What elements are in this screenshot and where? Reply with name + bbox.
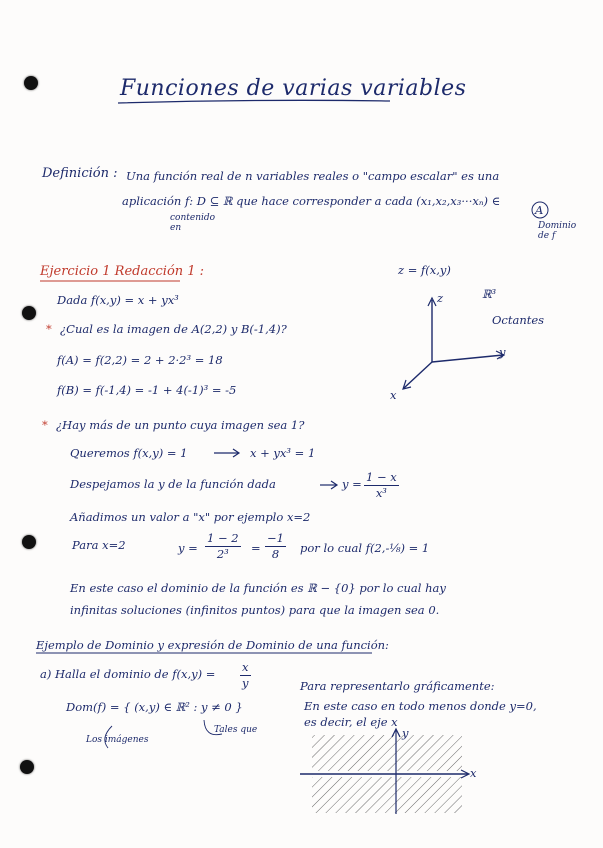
despeje-fraction (364, 470, 399, 501)
example-a-denominator: y (242, 675, 249, 690)
axes-zeq: z = f(x,y) (398, 263, 451, 277)
conclusion-line-1: En este caso el dominio de la función es ℝ − {0} por lo cual hay (70, 581, 446, 595)
graph-note-3: es decir, el eje x (304, 715, 398, 729)
calc-denominator: 2³ (216, 546, 229, 561)
calc-fraction-2 (265, 531, 286, 562)
calc-equals: = (251, 541, 261, 555)
despejamos-line: Despejamos la y de la función dada (70, 477, 276, 491)
calc-denominator-2: 8 (271, 546, 280, 561)
graph-x-label: x (470, 766, 477, 780)
domain-expression: Dom(f) = { (x,y) ∈ ℝ² : y ≠ 0 } (66, 700, 243, 714)
exercise-given: Dada f(x,y) = x + yx³ (57, 293, 179, 307)
result-fA: f(A) = f(2,2) = 2 + 2·2³ = 18 (57, 353, 223, 367)
definition-domain-letter: A (535, 203, 544, 217)
graph-note-2: En este caso en todo menos donde y=0, (304, 699, 537, 713)
axes-r3: ℝ³ (482, 287, 497, 301)
axis-y-label: y (499, 345, 506, 359)
note-dominio: Dominio de f (538, 221, 577, 241)
calc-fraction (205, 531, 241, 562)
despeje-denominator: x³ (375, 485, 387, 500)
note-imagenes: Los imágenes (86, 735, 149, 745)
example-heading: Ejemplo de Dominio y expresión de Dominio de una función: (36, 638, 389, 652)
queremos-result: x + yx³ = 1 (250, 446, 316, 460)
note-contenido: contenido en (170, 213, 216, 233)
page-title: Funciones de varias variables (120, 76, 467, 101)
domain-graph (300, 729, 469, 814)
calc-lhs: y = (178, 541, 198, 555)
calc-result: por lo cual f(2,-⅛) = 1 (300, 541, 430, 555)
despeje-numerator: 1 − x (366, 470, 397, 484)
definition-label: Definición : (42, 166, 118, 181)
conclusion-line-2: infinitas soluciones (infinitos puntos) para que la imagen sea 0. (70, 603, 440, 617)
bullet-star: * (46, 322, 52, 336)
example-a-fraction (240, 660, 251, 691)
graph-y-label: y (402, 726, 409, 740)
calc-numerator: 1 − 2 (207, 531, 239, 545)
example-a-label: a) Halla el dominio de f(x,y) = (40, 667, 216, 681)
axes-octantes: Octantes (492, 313, 545, 327)
bullet-star: * (42, 418, 48, 432)
despeje-lhs: y = (342, 477, 362, 491)
calc-numerator-2: −1 (267, 531, 284, 545)
definition-line-1: Una función real de n variables reales o "campo escalar" es una (126, 169, 500, 183)
axis-z-label: z (437, 291, 444, 305)
result-fB: f(B) = f(-1,4) = -1 + 4(-1)³ = -5 (57, 383, 237, 397)
example-a-numerator: x (242, 660, 249, 674)
exercise-heading: Ejercicio 1 Redacción 1 : (40, 264, 205, 279)
question-2: ¿Hay más de un punto cuya imagen sea 1? (56, 418, 305, 432)
para-line: Para x=2 (72, 538, 126, 552)
note-tales: Tales que (214, 725, 258, 735)
axis-x-label: x (390, 388, 397, 402)
definition-line-2: aplicación f: D ⊆ ℝ que hace corresponder a cada (x₁,x₂,x₃···xₙ) ∈ (122, 194, 501, 208)
graph-note-1: Para representarlo gráficamente: (300, 679, 495, 693)
question-1: ¿Cual es la imagen de A(2,2) y B(-1,4)? (60, 322, 287, 336)
queremos-line: Queremos f(x,y) = 1 (70, 446, 188, 460)
axes-3d (403, 298, 504, 389)
anadimos-line: Añadimos un valor a "x" por ejemplo x=2 (70, 510, 311, 524)
